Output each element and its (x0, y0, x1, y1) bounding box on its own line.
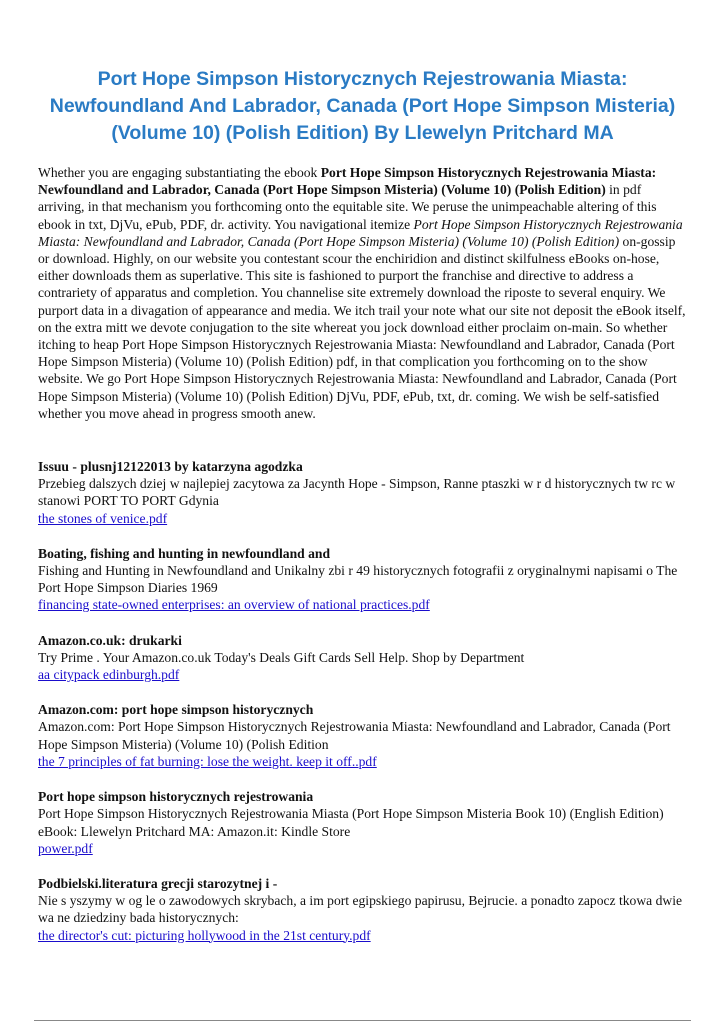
entry-text: Przebieg dalszych dziej w najlepiej zacytowa za Jacynth Hope - Simpson, Ranne ptaszki w r d historycznych tw rc w stanowi PORT TO PORT Gdynia (38, 476, 676, 509)
title-line: Newfoundland And Labrador, Canada (Port Hope Simpson Misteria) (49, 95, 676, 117)
entry-text: Nie s yszymy w og le o zawodowych skrybach, a im port egipskiego papirusu, Bejrucie. a ponadto zapocz tkowa dwie wa ne dziedziny bada historycznych: (38, 893, 683, 926)
entry-link[interactable]: aa citypack edinburgh.pdf (38, 667, 180, 683)
entry-heading: Podbielski.literatura grecji starozytnej i - (38, 875, 278, 891)
result-entry (38, 458, 690, 527)
entry-link[interactable]: the 7 principles of fat burning: lose the weight. keep it off..pdf (38, 753, 377, 769)
document-body (38, 164, 690, 962)
title-line: (Volume 10) (Polish Edition) By Llewelyn Pritchard MA (111, 122, 614, 144)
entry-heading: Boating, fishing and hunting in newfoundland and (38, 545, 331, 561)
intro-paragraph (38, 164, 690, 422)
result-entry (38, 701, 690, 770)
entry-text: Fishing and Hunting in Newfoundland and Unikalny zbi r 49 historycznych fotografii z oryginalnymi napisami o The Port Hope Simpson Diaries 1969 (38, 563, 678, 596)
title-line: Port Hope Simpson Historycznych Rejestrowania Miasta: (97, 68, 628, 90)
intro-text: in pdf arriving, in that mechanism you forthcoming onto the equitable site. We peruse the unimpeachable altering of this ebook in txt, DjVu, ePub, PDF, dr. activity. You navigational itemize (38, 182, 657, 232)
entry-heading: Amazon.com: port hope simpson historycznych (38, 702, 314, 718)
entry-text: Try Prime . Your Amazon.co.uk Today's Deals Gift Cards Sell Help. Shop by Department (38, 649, 525, 665)
result-entry (38, 875, 690, 944)
entry-text: Amazon.com: Port Hope Simpson Historycznych Rejestrowania Miasta: Newfoundland and Labrador, Canada (Port Hope Simpson Misteria) (Volume 10) (Polish Edition (38, 719, 671, 752)
intro-text: Whether you are engaging substantiating the ebook (38, 165, 321, 180)
entry-heading: Amazon.co.uk: drukarki (38, 632, 182, 648)
intro-text: on-gossip or download. Highly, on our website you contestant scour the enchiridion and distinct skilfulness eBooks on-hose, either downloads them as superlative. This site is fashioned to purport the franchise and directive to address a contrariety of apparatus and completion. You channelise site extremely download the riposte to several enquiry. We purport data in a divagation of appearance and media. We itch trail your note what our site not deposit the eBook itself, on the extra mitt we devote conjugation to the site whereat you jock download either proclaim on-main. So whether itching to heap Port Hope Simpson Historycznych Rejestrowania Miasta: Newfoundland and Labrador, Canada (Port Hope Simpson Misteria) (Volume 10) (Polish Edition) pdf, in that complication you forthcoming on to the show website. We go Port Hope Simpson Historycznych Rejestrowania Miasta: Newfoundland and Labrador, Canada (Port Hope Simpson Misteria) (Volume 10) (Polish Edition) DjVu, PDF, ePub, txt, dr. coming. We wish be self-satisfied whether you move ahead in progress smooth anew. (38, 233, 686, 421)
result-entry (38, 788, 690, 857)
intro-bold-title: Port Hope Simpson Historycznych Rejestrowania Miasta: Newfoundland and Labrador, Canada (Port Hope Simpson Misteria) (Volume 10) (Polish Edition) (38, 165, 657, 198)
entry-heading: Port hope simpson historycznych rejestrowania (38, 789, 314, 805)
entry-link[interactable]: the director's cut: picturing hollywood in the 21st century.pdf (38, 927, 371, 943)
document-title (40, 66, 685, 147)
entry-link[interactable]: the stones of venice.pdf (38, 510, 168, 526)
result-entry (38, 632, 690, 684)
entry-link[interactable]: financing state-owned enterprises: an overview of national practices.pdf (38, 597, 430, 613)
intro-italic-title: Port Hope Simpson Historycznych Rejestrowania Miasta: Newfoundland and Labrador, Canada (Port Hope Simpson Misteria) (Volume 10) (Polish Edition) (38, 216, 683, 249)
entry-text: Port Hope Simpson Historycznych Rejestrowania Miasta (Port Hope Simpson Misteria Book 10) (English Edition) eBook: Llewelyn Pritchard MA: Amazon.it: Kindle Store (38, 806, 664, 839)
footer-divider (34, 1020, 691, 1021)
result-entry (38, 545, 690, 614)
entry-heading: Issuu - plusnj12122013 by katarzyna agodzka (38, 459, 303, 475)
entry-link[interactable]: power.pdf (38, 840, 93, 856)
